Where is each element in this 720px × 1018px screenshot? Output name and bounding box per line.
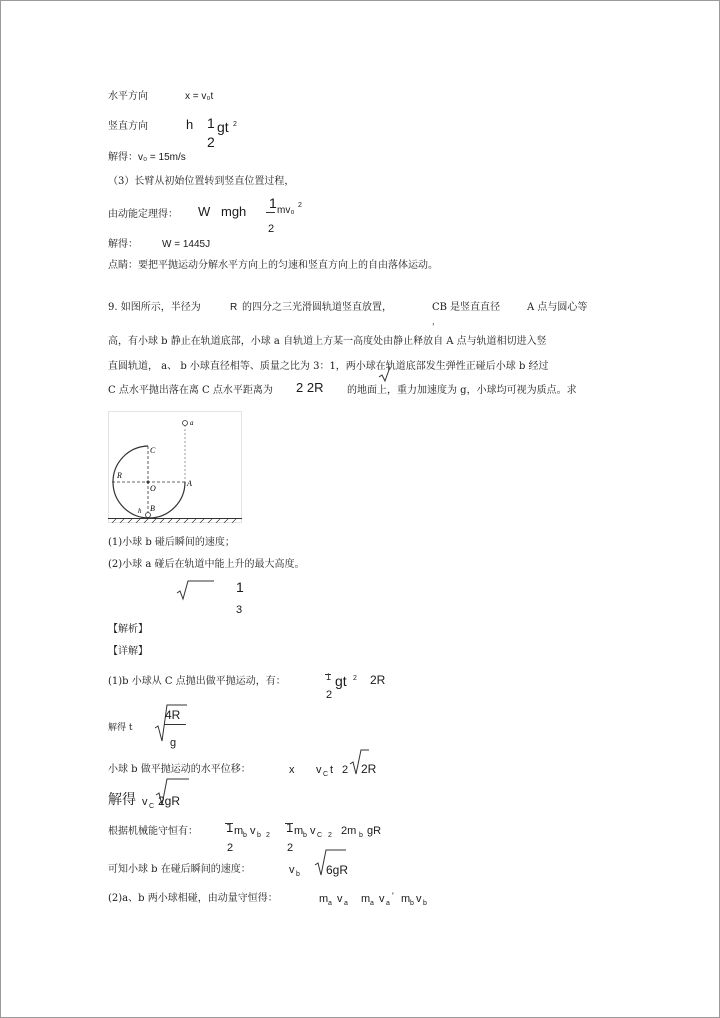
solution3-rhs: 2R — [361, 762, 377, 776]
solution7-v1: v — [337, 893, 343, 905]
energy-eq-exp: 2 — [298, 202, 302, 209]
vertical-label: 竖直方向 — [108, 121, 148, 132]
problem9-line3: 直圆轨道， a、 b 小球直径相等、质量之比为 3：1，两小球在轨道底部发生弹性正碰后小球 b 经过 — [108, 361, 549, 372]
problem9-part2: 的四分之三光滑圆轨道竖直放置， — [242, 302, 392, 313]
solution5-label: 根据机械能守恒有： — [108, 826, 198, 837]
solution2-label: 解得 t — [108, 723, 133, 733]
solution7-m1: m — [319, 893, 329, 905]
solution3-c: C — [323, 771, 329, 778]
solution4-v: v — [142, 796, 148, 808]
problem9-line4-math: 2 2R — [296, 380, 324, 395]
solution5-d2: 2 — [287, 842, 294, 854]
solution-w-label: 解得： — [108, 239, 138, 250]
problem9-comma: ， — [432, 317, 440, 326]
energy-eq-fraction-bar — [266, 212, 275, 213]
solution3-two: 2 — [342, 764, 349, 776]
label-b: B — [150, 504, 155, 513]
solution5-t3-sub: b — [359, 832, 363, 839]
solution5-bar1 — [225, 823, 233, 824]
solution7-m3: m — [401, 893, 411, 905]
solution6-label: 可知小球 b 在碰后瞬间的速度： — [108, 864, 251, 875]
solution5-t2-m: m — [294, 825, 304, 837]
label-c: C — [150, 446, 156, 455]
solution6-vsub: b — [296, 871, 300, 878]
solution7-v3-sub: b — [423, 900, 427, 907]
detail-heading: 【详解】 — [108, 646, 148, 657]
problem9-part4: A 点与圆心等 — [527, 302, 588, 313]
solution7-v2-sub: a — [386, 900, 390, 907]
key-point: 点睛：要把平抛运动分解水平方向上的匀速和竖直方向上的自由落体运动。 — [108, 260, 438, 271]
solution7-v2: v — [379, 893, 385, 905]
solution6-rhs: 6gR — [326, 863, 349, 877]
energy-eq-den: 2 — [268, 223, 275, 235]
solution1-exp: 2 — [353, 675, 357, 682]
solution5-d1: 2 — [227, 842, 234, 854]
problem9-line2: 高，有小球 b 静止在轨道底部，小球 a 自轨道上方某一高度处由静止释放自 A 点与轨道相切进入竖 — [108, 336, 547, 347]
solution1-intro: (1)b 小球从 C 点抛出做平抛运动，有： — [108, 676, 286, 687]
label-r: R — [117, 471, 122, 480]
solution5-t2-exp: 2 — [328, 832, 332, 839]
solution5-t2-num: 1 — [286, 820, 294, 835]
track-diagram — [108, 411, 242, 523]
vertical-eq-den: 2 — [207, 134, 215, 150]
label-o: O — [150, 484, 156, 493]
solution1-gt: gt — [335, 673, 347, 689]
part3-intro: （3）长臂从初始位置转到竖直位置过程， — [108, 176, 295, 187]
problem9-line4c: 的地面上，重力加速度为 g，小球均可视为质点。求 — [347, 385, 577, 396]
solution3-x: x — [289, 764, 295, 776]
solution2-fraction-bar — [164, 724, 186, 725]
answer-frac-num: 1 — [236, 579, 244, 595]
solution1-den: 2 — [326, 689, 333, 701]
solution6-v: v — [289, 864, 295, 876]
solution7-label: (2)a、b 两小球相碰，由动量守恒得： — [108, 893, 278, 904]
label-h: h — [138, 507, 142, 515]
solution5-bar2 — [285, 823, 293, 824]
energy-eq-num: 1 — [269, 195, 277, 211]
solution5-t2-vsub: C — [317, 832, 323, 839]
solution1-rhs: 2R — [370, 673, 386, 687]
ball-a — [183, 421, 188, 426]
solution2-den: g — [170, 737, 177, 749]
label-a-point: A — [187, 479, 192, 488]
solution3-v: v — [316, 764, 322, 776]
analysis-heading: 【解析】 — [108, 624, 148, 635]
solution4-label: 解得 — [108, 792, 136, 808]
solution3-label: 小球 b 做平抛运动的水平位移： — [108, 764, 251, 775]
energy-theorem-label: 由动能定理得： — [108, 209, 178, 220]
solution5-t3: 2m — [341, 825, 357, 837]
solution7-prime: ' — [392, 891, 394, 901]
problem9-sqrt-icon — [378, 366, 394, 382]
horizontal-label: 水平方向 — [108, 91, 148, 102]
problem9-part1: 9. 如图所示，半径为 — [108, 302, 201, 313]
question-1: (1)小球 b 碰后瞬间的速度； — [108, 537, 235, 548]
vertical-eq-num: 1 — [207, 115, 215, 131]
solution5-t1-v: v — [250, 825, 256, 837]
vertical-eq-gt: gt — [217, 119, 229, 135]
answer-sqrt-icon — [176, 579, 216, 601]
solution7-m1-sub: a — [328, 900, 332, 907]
vertical-eq-exp: 2 — [233, 121, 237, 128]
solution5-t1-m: m — [234, 825, 244, 837]
solution5-t1-exp: 2 — [266, 832, 270, 839]
solution5-t3-rest: gR — [367, 825, 382, 837]
question-2: (2)小球 a 碰后在轨道中能上升的最大高度。 — [108, 559, 305, 570]
ball-b — [146, 513, 151, 518]
energy-eq-mgh: mgh — [221, 204, 247, 219]
figure-frame — [109, 412, 242, 523]
solution2-num: 4R — [165, 708, 181, 722]
vertical-eq-h: h — [186, 117, 194, 132]
solution1-fraction-bar — [325, 674, 331, 675]
solution3-t: t — [330, 764, 334, 776]
solution1-num: 1 — [326, 672, 332, 682]
solution7-m3-sub: b — [410, 900, 414, 907]
solution5-t1-sub: b — [243, 832, 247, 839]
solution7-v1-sub: a — [344, 900, 348, 907]
solution5-t2-v: v — [310, 825, 316, 837]
horizontal-equation: x = v₀t — [185, 91, 214, 102]
solution7-m2: m — [361, 893, 371, 905]
solution7-m2-sub: a — [370, 900, 374, 907]
answer-frac-den: 3 — [236, 604, 243, 616]
solution-v0: 解得：v₀ = 15m/s — [108, 152, 186, 163]
solution4-rest: 2gR — [158, 794, 181, 808]
energy-eq-mv: mv₀ — [277, 205, 295, 216]
solution5-t1-num: 1 — [226, 820, 234, 835]
problem9-r: R — [230, 302, 238, 313]
solution-w-value: W = 1445J — [162, 239, 211, 250]
problem9-part3: CB 是竖直直径 — [432, 302, 501, 313]
solution5-t1-vsub: b — [257, 832, 261, 839]
solution4-c: C — [149, 803, 155, 810]
energy-eq-w: W — [198, 204, 211, 219]
solution5-t2-sub: b — [303, 832, 307, 839]
label-a: a — [190, 419, 194, 427]
solution7-v3: v — [416, 893, 422, 905]
problem9-line4a: C 点水平抛出落在离 C 点水平距离为 — [108, 385, 273, 396]
